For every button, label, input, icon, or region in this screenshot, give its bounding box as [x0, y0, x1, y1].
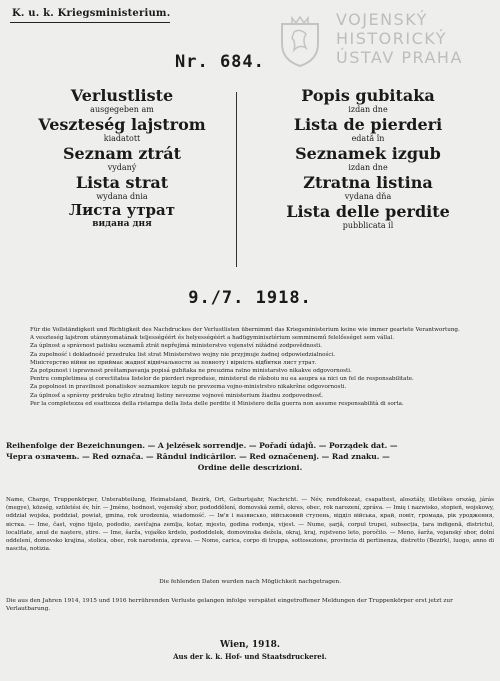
title-croatian: Popis gubitaka: [301, 86, 435, 105]
disclaimer-italian: Per la completezza ed esattezza della ristampa della lista delle perdite il Ministero della guerra non assume responsabilità di sorta.: [30, 400, 404, 407]
coat-of-arms-icon: [278, 14, 322, 68]
publication-date: 9./7. 1918.: [188, 288, 312, 308]
title-croatian-sub: izdan dne: [348, 105, 388, 114]
disclaimer-slovak: Za úplnosť a správny pridruku tejto ztratnej listiny nevezme vojnové ministerium žiadnu zodpovednosť.: [30, 392, 324, 399]
title-czech: Seznam ztrát: [63, 144, 181, 163]
title-slovak-sub: vydana dňa: [344, 192, 392, 201]
disclaimer-hungarian: A veszteség lajstrom utánnyomatának teljességéért és helyességéért a hadügyminisztérium semminemű felelősséget sem vállal.: [30, 335, 394, 342]
order-line: Reihenfolge der Bezeichnungen. — A jelzések sorrendje. — Pořadí údajů. — Porządek dat. —: [6, 441, 398, 450]
missing-data-note: Die fehlenden Daten wurden nach Möglichkeit nachgetragen.: [159, 579, 341, 585]
imprint-city: Wien, 1918.: [219, 640, 281, 650]
title-romanian: Lista de pierderi: [293, 115, 443, 134]
title-italian-sub: pubblicata il: [342, 221, 394, 230]
column-divider: [236, 92, 237, 267]
title-hungarian-sub: kiadatott: [103, 134, 141, 143]
archive-watermark: [278, 6, 498, 76]
order-line: Черга означень. — Red označa. — Rândul indicărilor. — Red označenenj. — Rad znaku. —: [6, 452, 390, 461]
order-heading: [6, 440, 494, 473]
title-german: Verlustliste: [70, 86, 174, 105]
title-hungarian: Veszteség lajstrom: [38, 115, 206, 134]
title-romanian-sub: edată în: [351, 134, 385, 143]
imprint-printer: Aus der k. k. Hof- und Staatsdruckerei.: [173, 652, 327, 661]
title-german-sub: ausgegeben am: [90, 105, 154, 114]
title-ukrainian: Листа утрат: [68, 201, 176, 219]
field-order-description: Name, Charge, Truppenkörper, Unterabteilung, Heimatsland, Bezirk, Ort, Geburtsjahr, Nachricht. — Név, rendfokozat, csapattest, alosztály, illetékes ország, járás (megye), község, születési év, hír. — Jméno, hodnost, vojenský sbor, pododdělení, domovská země, okres, obec, rok narození, zpráva. — Imię i nazwisko, stopień, wojskowy, oddział wojska, poddział, powiat, gmina, rok urodzenia, wiadomość. — Ім'я і назвисько, військовий ступень, відділ війська, край, повіт, громада, рік уродження, вістка. — Ime, čast, vojno tijelo, pododio, zavičajna zemlja, kotar, mjesto, godina rođenja, vijest. — Nume, șarjă, corpul trupei, subsecția, țara indigenă, districtul, localitate, anul de naștere, știre. — Ime, šarža, vojaško krdelo, pododdelek, domovinska dežela, okraj, kraj, rojstveno leto, poročilo. — Meno, šarža, vojanský sbor, dolní oddelení, domovsko krajina, stolica, obec, rok narodenia, zprava. — Nome, carica, corpo di truppa, sottosezione, provincia di pertinenza, distretto (Bezirk), luogo, anno di nascita, notizia.: [6, 497, 494, 553]
title-slovene-sub: izdan dne: [348, 163, 388, 172]
disclaimer-ukrainian: Міністерство війни не приймає жадної відвічальности за повноту і вірність відбитки лист утрат.: [30, 359, 317, 366]
title-slovene: Seznamek izgub: [295, 144, 441, 163]
title-polish: Lista strat: [75, 173, 169, 192]
ministry-underline: [10, 22, 170, 23]
disclaimer-german: Für die Vollständigkeit und Richtigkeit des Nachdruckes der Verlustlisten übernimmt das Kriegsministerium keine wie immer geartete Verantwortung.: [30, 327, 460, 333]
watermark-line: VOJENSKÝ: [336, 10, 428, 29]
watermark-line: HISTORICKÝ: [336, 29, 447, 48]
disclaimer-polish: Za zupełność i dokładność przedruku list strat Ministerstwo wojny nie przyjmuje żadnej odpowiedzialności.: [30, 351, 336, 358]
order-line: Ordine delle descrizioni.: [197, 463, 303, 472]
titles-left-column: [12, 86, 232, 230]
disclaimer-slovene: Za popolnost in pravilnost ponatiskov seznamkov izgub ne prevzema vojno-ministrstvo nikakršne odgovornosti.: [30, 384, 347, 391]
ministry-header: K. u. k. Kriegsministerium.: [12, 8, 171, 19]
disclaimer-czech: Za úplnost a správnost patisku seznamů ztrát nepřejímá ministerstvo vojenství nižádné zodpovědnosti.: [30, 343, 322, 350]
late-report-note: Die aus den Jahren 1914, 1915 und 1916 herrührenden Verluste gelangen infolge verspätet eingetroffener Meldungen der Truppenkörper erst jetzt zur Verlautbarung.: [6, 598, 453, 612]
title-czech-sub: vydaný: [107, 163, 137, 172]
titles-right-column: [258, 86, 478, 231]
title-polish-sub: wydana dnia: [96, 192, 148, 201]
disclaimer-block: [6, 326, 494, 408]
watermark-text: [336, 10, 463, 67]
title-ukrainian-sub: видана дня: [92, 219, 152, 229]
imprint: [0, 639, 500, 662]
disclaimer-croatian: Za potpunost i ispravnost preštampavanja popisá gubitaka ne preuzima ratno ministarstvo nikakve odgovornosti.: [30, 368, 352, 375]
list-number: Nr. 684.: [175, 52, 265, 72]
disclaimer-romanian: Pentru completimea și corectitatea listelor de pierderi reproduse, ministerul de răsboiu nu ea asupra sa nici un fel de responsabilitate.: [30, 376, 414, 383]
title-italian: Lista delle perdite: [286, 202, 450, 221]
watermark-line: ÚSTAV PRAHA: [336, 48, 463, 67]
title-slovak: Ztratna listina: [303, 173, 433, 192]
